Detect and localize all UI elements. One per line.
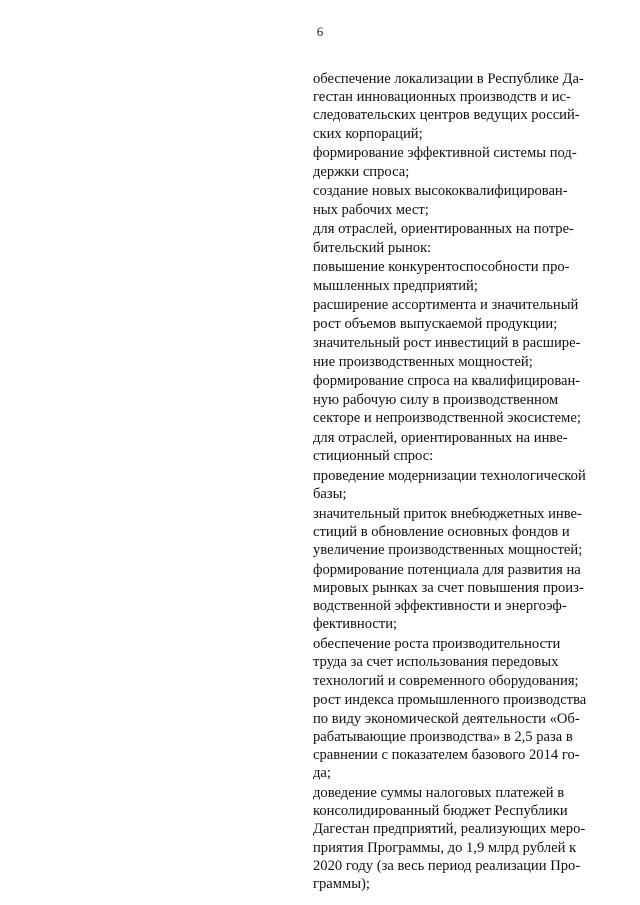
paragraph: обеспечение роста производительности труда за счет использования передовых технологий и современного оборудования; (313, 636, 579, 689)
paragraph: формирование потенциала для развития на мировых рынках за счет повышения произ- водственной эффективности и энергоэф- фективности; (313, 561, 584, 633)
paragraph: для отраслей, ориентированных на потре- бительский рынок: (313, 221, 574, 256)
paragraph: значительный приток внебюджетных инве- стиций в обновление основных фондов и увеличение производственных мощностей; (313, 505, 583, 559)
paragraph: формирование эффективной системы под- держки спроса; (313, 145, 577, 180)
paragraph: значительный рост инвестиций в расшире- ние производственных мощностей; (313, 335, 581, 370)
page-number: 6 (316, 24, 324, 39)
paragraph: формирование спроса на квалифицирован- ную рабочую силу в производственном секторе и непроизводственной экосистеме; (313, 373, 581, 426)
paragraph: расширение ассортимента и значительный рост объемов выпускаемой продукции; (313, 297, 579, 332)
paragraph: доведение суммы налоговых платежей в консолидированный бюджет Республики Дагестан предприятий, реализующих меро- приятия Программы, до 1,9 млрд рублей к 2020 году (за весь период реализации Про- граммы); (313, 785, 586, 893)
paragraph: создание новых высококвалифицирован- ных рабочих мест; (313, 183, 568, 218)
paragraph: для отраслей, ориентированных на инве- стиционный спрос: (313, 429, 568, 464)
paragraph: рост индекса промышленного производства по виду экономической деятельности «Об- рабатывающие производства» в 2,5 раза в сравнении с показателем базового 2014 го- да; (313, 692, 587, 782)
paragraph: проведение модернизации технологической базы; (313, 467, 586, 502)
paragraph: обеспечение локализации в Республике Да- гестан инновационных производств и ис- следовательских центров ведущих россий- ских корпораций; (313, 71, 584, 142)
text-column (313, 70, 600, 895)
paragraph: повышение конкурентоспособности про- мышленных предприятий; (313, 259, 570, 294)
